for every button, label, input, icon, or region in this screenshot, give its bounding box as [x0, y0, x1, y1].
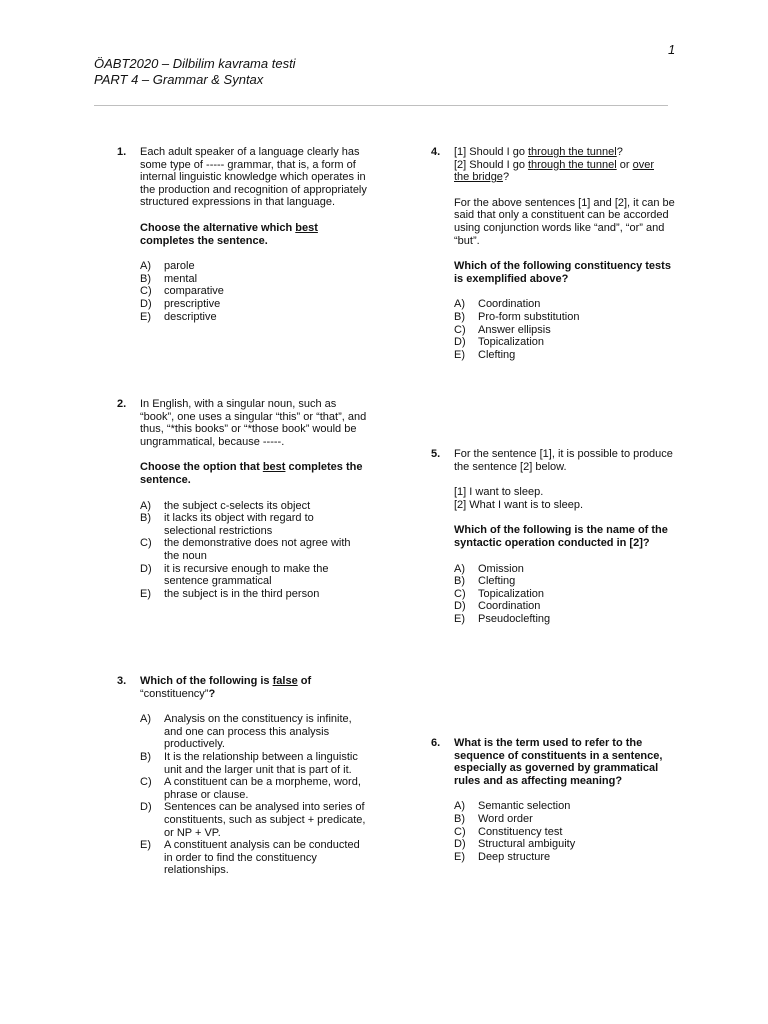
- option-b[interactable]: B) it lacks its object with regard to selectional restrictions: [140, 512, 314, 537]
- question-stem: For the above sentences [1] and [2], it can be said that only a constituent can be accorded using conjunction words like “and”, “or” and “but”.: [454, 196, 675, 247]
- option-c[interactable]: C) Topicalization: [454, 587, 545, 600]
- option-c[interactable]: C) Constituency test: [454, 825, 563, 838]
- option-c[interactable]: C) the demonstrative does not agree with the noun: [140, 537, 351, 562]
- option-c[interactable]: C) A constituent can be a morpheme, word, phrase or clause.: [140, 776, 361, 801]
- option-c[interactable]: C) Answer ellipsis: [454, 323, 551, 336]
- option-e[interactable]: E) Deep structure: [454, 850, 551, 863]
- option-d[interactable]: D) Sentences can be analysed into series of constituents, such as subject + predicate, or NP + VP.: [140, 801, 366, 839]
- part-title: PART 4 – Grammar & Syntax: [94, 72, 264, 87]
- option-a[interactable]: A) Coordination: [454, 298, 541, 311]
- option-b[interactable]: B) Word order: [454, 812, 533, 825]
- question-instruction: Which of the following constituency tests is exemplified above?: [454, 260, 671, 285]
- option-a[interactable]: A) Analysis on the constituency is infinite, and one can process this analysis productively.: [140, 713, 352, 751]
- option-d[interactable]: D) prescriptive: [140, 297, 221, 310]
- question-stem: Each adult speaker of a language clearly has some type of ----- grammar, that is, a form of internal linguistic knowledge which operates in the production and recognition of appropriately structured expressions in that language.: [140, 146, 367, 209]
- option-a[interactable]: A) parole: [140, 260, 195, 273]
- options-list: [140, 713, 368, 877]
- options-list: [140, 500, 368, 601]
- option-e[interactable]: E) Clefting: [454, 348, 516, 361]
- options-list: [454, 800, 682, 863]
- question-instruction: Choose the option that best completes the sentence.: [140, 461, 363, 486]
- example-sentence-1: [1] I want to sleep.: [454, 486, 544, 499]
- options-list: [140, 260, 368, 323]
- option-d[interactable]: D) Structural ambiguity: [454, 838, 576, 851]
- option-d[interactable]: D) Topicalization: [454, 336, 545, 349]
- question-number: 5.: [431, 448, 441, 460]
- question-number: 1.: [117, 146, 127, 158]
- header-divider: [94, 105, 668, 106]
- option-b[interactable]: B) Clefting: [454, 575, 516, 588]
- option-c[interactable]: C) comparative: [140, 285, 224, 298]
- option-a[interactable]: A) the subject c-selects its object: [140, 499, 311, 512]
- option-e[interactable]: E) the subject is in the third person: [140, 587, 320, 600]
- question-number: 6.: [431, 737, 441, 749]
- question-stem: For the sentence [1], it is possible to produce the sentence [2] below.: [454, 448, 673, 473]
- option-a[interactable]: A) Semantic selection: [454, 800, 571, 813]
- example-sentence-2: [2] What I want is to sleep.: [454, 498, 584, 511]
- exam-title: ÖABT2020 – Dilbilim kavrama testi: [94, 56, 296, 71]
- example-sentences: [1] Should I go through the tunnel? [2] Should I go through the tunnel or over the bridge?: [454, 146, 654, 184]
- option-b[interactable]: B) mental: [140, 272, 198, 285]
- options-list: [454, 298, 682, 361]
- options-list: [454, 563, 682, 626]
- option-e[interactable]: E) A constituent analysis can be conducted in order to find the constituency relationships.: [140, 839, 360, 877]
- option-e[interactable]: E) descriptive: [140, 310, 217, 323]
- question-stem: In English, with a singular noun, such as “book”, one uses a singular “this” or “that”, and thus, “*this books” or “*those book” would be ungrammatical, because -----.: [140, 398, 367, 448]
- question-instruction: Which of the following is the name of the syntactic operation conducted in [2]?: [454, 524, 668, 549]
- option-e[interactable]: E) Pseudoclefting: [454, 612, 551, 625]
- question-instruction: What is the term used to refer to the sequence of constituents in a sentence, especially as governed by grammatical rules and as affecting meaning?: [454, 737, 663, 787]
- option-b[interactable]: B) It is the relationship between a linguistic unit and the larger unit that is part of it.: [140, 750, 358, 776]
- page-number: 1: [668, 42, 676, 57]
- option-a[interactable]: A) Omission: [454, 562, 524, 575]
- question-instruction: Choose the alternative which best completes the sentence.: [140, 221, 318, 247]
- option-d[interactable]: D) it is recursive enough to make the sentence grammatical: [140, 562, 329, 588]
- option-d[interactable]: D) Coordination: [454, 600, 541, 613]
- document-header: [94, 56, 296, 88]
- question-number: 4.: [431, 146, 441, 158]
- question-number: 3.: [117, 675, 127, 687]
- option-b[interactable]: B) Pro-form substitution: [454, 310, 580, 323]
- question-stem: Which of the following is false of “constituency”?: [140, 675, 312, 700]
- question-number: 2.: [117, 398, 127, 410]
